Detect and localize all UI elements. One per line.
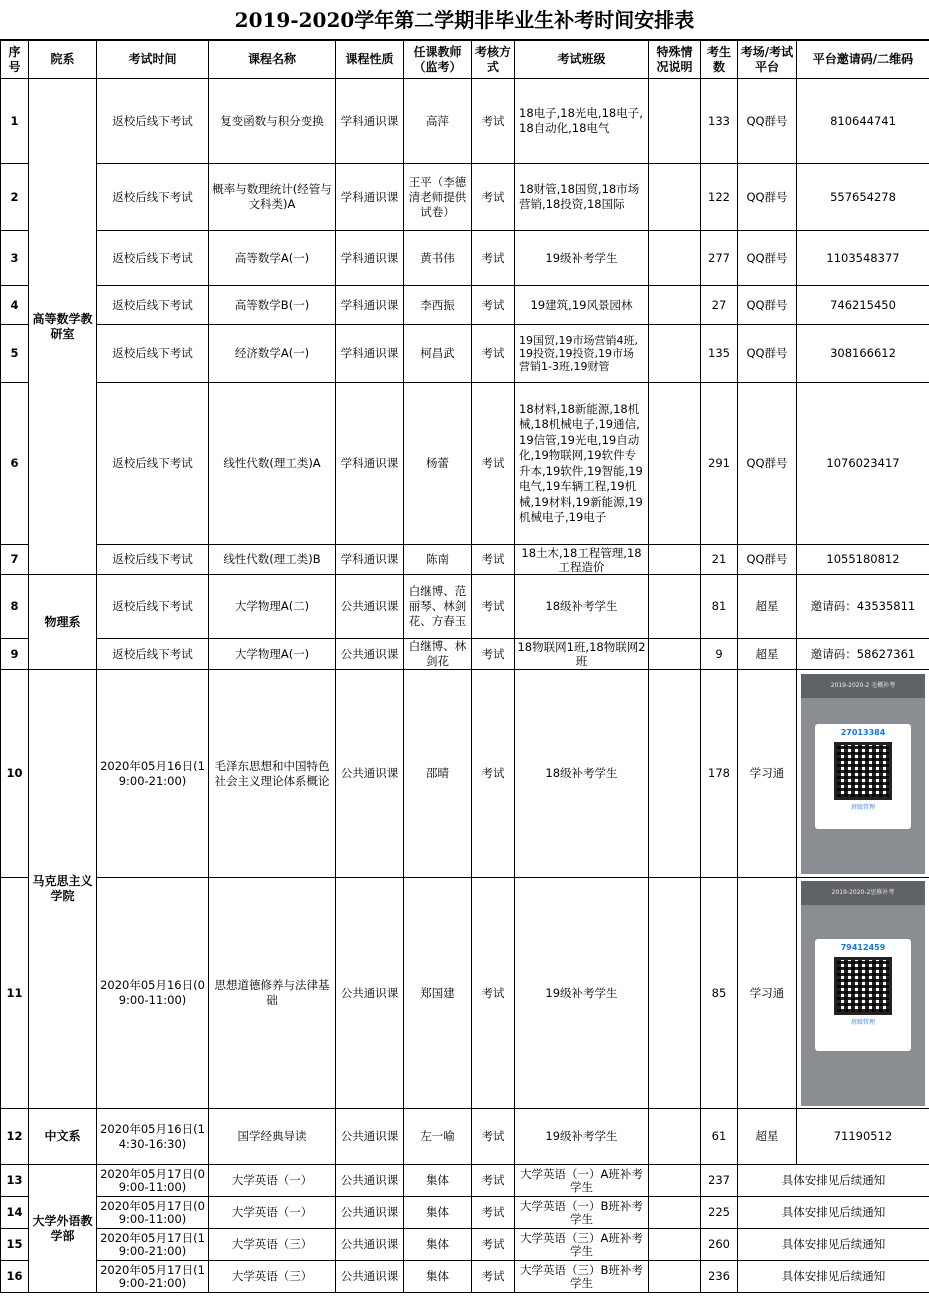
student-count: 236: [701, 1261, 738, 1293]
course-nature: 公共通识课: [336, 1109, 404, 1165]
table-row: [1, 1197, 929, 1229]
course-nature: 学科通识课: [336, 164, 404, 231]
header-cell: 考试时间: [97, 41, 209, 79]
header-cell: 院系: [29, 41, 97, 79]
invite-card: [815, 724, 911, 829]
exam-classes: 18电子,18光电,18电子,18自动化,18电气: [515, 79, 649, 164]
exam-platform: 学习通: [738, 670, 797, 878]
row-number: 3: [1, 231, 29, 286]
student-count: 277: [701, 231, 738, 286]
table-row: [1, 383, 929, 545]
invite-code-label: 79412459: [840, 942, 886, 952]
header-cell: 任课教师（监考）: [404, 41, 472, 79]
exam-platform: QQ群号: [738, 286, 797, 325]
exam-platform: QQ群号: [738, 383, 797, 545]
exam-classes: 19建筑,19风景园林: [515, 286, 649, 325]
row-number: 2: [1, 164, 29, 231]
invite-code[interactable]: 308166612: [797, 325, 929, 383]
row-number: 1: [1, 79, 29, 164]
header-cell: 特殊情况说明: [649, 41, 701, 79]
course-name: 国学经典导读: [209, 1109, 336, 1165]
exam-platform: QQ群号: [738, 164, 797, 231]
course-nature: 学科通识课: [336, 545, 404, 575]
course-nature: 学科通识课: [336, 79, 404, 164]
exam-time: 2020年05月16日(14:30-16:30): [97, 1109, 209, 1165]
student-count: 291: [701, 383, 738, 545]
qr-screenshot[interactable]: [801, 881, 925, 1106]
teacher: 集体: [404, 1229, 472, 1261]
exam-method: 考试: [472, 231, 515, 286]
merged-notice: 具体安排见后续通知: [738, 1261, 929, 1293]
special-note: [649, 325, 701, 383]
header-cell: 考场/考试平台: [738, 41, 797, 79]
course-name: 大学英语（一）: [209, 1197, 336, 1229]
invite-code[interactable]: 746215450: [797, 286, 929, 325]
exam-schedule-table: [0, 40, 929, 1293]
exam-method: 考试: [472, 639, 515, 670]
dept-physics: 物理系: [29, 575, 97, 670]
dept-marxism: 马克思主义学院: [29, 670, 97, 1109]
table-row: [1, 325, 929, 383]
exam-platform: QQ群号: [738, 545, 797, 575]
special-note: [649, 1229, 701, 1261]
teacher: 柯昌武: [404, 325, 472, 383]
teacher: 左一喻: [404, 1109, 472, 1165]
app-header: 2019-2020-2思修补考: [801, 881, 925, 905]
merged-notice: 具体安排见后续通知: [738, 1165, 929, 1197]
course-nature: 公共通识课: [336, 878, 404, 1109]
special-note: [649, 1197, 701, 1229]
exam-platform: 超星: [738, 575, 797, 639]
teacher: 集体: [404, 1261, 472, 1293]
header-cell: 平台邀请码/二维码: [797, 41, 929, 79]
row-number: 7: [1, 545, 29, 575]
teacher: 白继博、范丽琴、林剑花、方春玉: [404, 575, 472, 639]
exam-classes: 19级补考学生: [515, 231, 649, 286]
course-name: 毛泽东思想和中国特色社会主义理论体系概论: [209, 670, 336, 878]
qr-cell: [797, 878, 929, 1109]
exam-time: 返校后线下考试: [97, 545, 209, 575]
teacher: 邵晴: [404, 670, 472, 878]
student-count: 122: [701, 164, 738, 231]
student-count: 61: [701, 1109, 738, 1165]
invite-code[interactable]: 557654278: [797, 164, 929, 231]
course-name: 大学物理A(二): [209, 575, 336, 639]
exam-method: 考试: [472, 575, 515, 639]
special-note: [649, 164, 701, 231]
exam-time: 返校后线下考试: [97, 164, 209, 231]
invite-code-label: 27013384: [840, 727, 886, 737]
exam-platform: QQ群号: [738, 325, 797, 383]
teacher: 集体: [404, 1197, 472, 1229]
exam-time: 返校后线下考试: [97, 325, 209, 383]
row-number: 8: [1, 575, 29, 639]
special-note: [649, 79, 701, 164]
teacher: 集体: [404, 1165, 472, 1197]
student-count: 85: [701, 878, 738, 1109]
special-note: [649, 1165, 701, 1197]
invite-code[interactable]: 邀请码：58627361: [797, 639, 929, 670]
qr-screenshot[interactable]: [801, 674, 925, 874]
invite-card: [815, 939, 911, 1051]
qr-code-icon: [834, 742, 892, 800]
student-count: 133: [701, 79, 738, 164]
exam-classes: 19国贸,19市场营销4班,19投资,19投资,19市场营销1-3班,19财管: [515, 325, 649, 383]
exam-method: 考试: [472, 286, 515, 325]
invite-code[interactable]: 邀请码：43535811: [797, 575, 929, 639]
student-count: 9: [701, 639, 738, 670]
teacher: 杨蕾: [404, 383, 472, 545]
special-note: [649, 639, 701, 670]
dept-math: 高等数学教研室: [29, 79, 97, 575]
exam-method: 考试: [472, 325, 515, 383]
exam-classes: 19级补考学生: [515, 1109, 649, 1165]
student-count: 237: [701, 1165, 738, 1197]
exam-time: 2020年05月17日(09:00-11:00): [97, 1165, 209, 1197]
dept-english: 大学外语教学部: [29, 1165, 97, 1293]
special-note: [649, 383, 701, 545]
exam-classes: 19级补考学生: [515, 878, 649, 1109]
special-note: [649, 1261, 701, 1293]
qr-code-icon: [834, 957, 892, 1015]
exam-time: 2020年05月16日(09:00-11:00): [97, 878, 209, 1109]
exam-method: 考试: [472, 1261, 515, 1293]
teacher: 陈南: [404, 545, 472, 575]
row-number: 15: [1, 1229, 29, 1261]
course-nature: 学科通识课: [336, 325, 404, 383]
row-number: 6: [1, 383, 29, 545]
table-row: [1, 670, 929, 878]
dept-chinese: 中文系: [29, 1109, 97, 1165]
exam-time: 返校后线下考试: [97, 639, 209, 670]
merged-notice: 具体安排见后续通知: [738, 1229, 929, 1261]
class-manage-link[interactable]: 班级管理: [850, 803, 875, 811]
row-number: 5: [1, 325, 29, 383]
exam-classes: 大学英语（三）B班补考学生: [515, 1261, 649, 1293]
row-number: 12: [1, 1109, 29, 1165]
exam-classes: 18物联网1班,18物联网2班: [515, 639, 649, 670]
invite-code[interactable]: 71190512: [797, 1109, 929, 1165]
exam-classes: 18级补考学生: [515, 575, 649, 639]
table-row: [1, 575, 929, 639]
course-name: 大学物理A(一): [209, 639, 336, 670]
exam-time: 2020年05月17日(19:00-21:00): [97, 1229, 209, 1261]
course-nature: 公共通识课: [336, 1261, 404, 1293]
exam-method: 考试: [472, 545, 515, 575]
table-row: [1, 639, 929, 670]
student-count: 225: [701, 1197, 738, 1229]
course-nature: 公共通识课: [336, 1197, 404, 1229]
table-row: [1, 1165, 929, 1197]
special-note: [649, 878, 701, 1109]
table-row: [1, 545, 929, 575]
invite-code[interactable]: 1055180812: [797, 545, 929, 575]
invite-code[interactable]: 1076023417: [797, 383, 929, 545]
table-row: [1, 164, 929, 231]
course-name: 线性代数(理工类)B: [209, 545, 336, 575]
invite-code[interactable]: 810644741: [797, 79, 929, 164]
teacher: 白继博、林剑花: [404, 639, 472, 670]
exam-classes: 18土木,18工程管理,18工程造价: [515, 545, 649, 575]
exam-platform: 学习通: [738, 878, 797, 1109]
teacher: 王平（李德清老师提供试卷）: [404, 164, 472, 231]
exam-time: 2020年05月16日(19:00-21:00): [97, 670, 209, 878]
row-number: 14: [1, 1197, 29, 1229]
teacher: 高萍: [404, 79, 472, 164]
special-note: [649, 231, 701, 286]
exam-time: 返校后线下考试: [97, 383, 209, 545]
special-note: [649, 545, 701, 575]
invite-code[interactable]: 1103548377: [797, 231, 929, 286]
exam-method: 考试: [472, 1109, 515, 1165]
header-cell: 课程名称: [209, 41, 336, 79]
course-name: 大学英语（三）: [209, 1229, 336, 1261]
page-title: 2019-2020学年第二学期非毕业生补考时间安排表: [0, 0, 929, 40]
table-row: [1, 231, 929, 286]
teacher: 李西振: [404, 286, 472, 325]
exam-platform: 超星: [738, 1109, 797, 1165]
row-number: 4: [1, 286, 29, 325]
teacher: 郑国建: [404, 878, 472, 1109]
table-row: [1, 1261, 929, 1293]
course-name: 经济数学A(一): [209, 325, 336, 383]
student-count: 81: [701, 575, 738, 639]
student-count: 21: [701, 545, 738, 575]
header-cell: 考生数: [701, 41, 738, 79]
row-number: 11: [1, 878, 29, 1109]
exam-classes: 大学英语（一）B班补考学生: [515, 1197, 649, 1229]
table-row: [1, 878, 929, 1109]
exam-classes: 大学英语（三）A班补考学生: [515, 1229, 649, 1261]
course-name: 复变函数与积分变换: [209, 79, 336, 164]
course-nature: 公共通识课: [336, 1165, 404, 1197]
special-note: [649, 1109, 701, 1165]
merged-notice: 具体安排见后续通知: [738, 1197, 929, 1229]
course-name: 思想道德修养与法律基础: [209, 878, 336, 1109]
header-cell: 考核方式: [472, 41, 515, 79]
exam-method: 考试: [472, 79, 515, 164]
course-name: 大学英语（一）: [209, 1165, 336, 1197]
student-count: 178: [701, 670, 738, 878]
header-cell: 序号: [1, 41, 29, 79]
exam-time: 返校后线下考试: [97, 79, 209, 164]
table-row: [1, 79, 929, 164]
exam-classes: 大学英语（一）A班补考学生: [515, 1165, 649, 1197]
course-name: 高等数学B(一): [209, 286, 336, 325]
table-row: [1, 286, 929, 325]
header-cell: 课程性质: [336, 41, 404, 79]
student-count: 260: [701, 1229, 738, 1261]
row-number: 13: [1, 1165, 29, 1197]
course-nature: 公共通识课: [336, 1229, 404, 1261]
class-manage-link[interactable]: 班级管理: [850, 1018, 875, 1026]
app-header: 2019-2020-2 毛概补考: [801, 674, 925, 698]
qr-cell: [797, 670, 929, 878]
special-note: [649, 286, 701, 325]
table-row: [1, 1109, 929, 1165]
exam-method: 考试: [472, 1165, 515, 1197]
course-name: 大学英语（三）: [209, 1261, 336, 1293]
exam-platform: 超星: [738, 639, 797, 670]
exam-time: 返校后线下考试: [97, 286, 209, 325]
exam-method: 考试: [472, 878, 515, 1109]
header-row: [1, 41, 929, 79]
exam-platform: QQ群号: [738, 79, 797, 164]
exam-classes: 18材料,18新能源,18机械,18机械电子,19通信,19信管,19光电,19自动化,19物联网,19软件专升本,19软件,19智能,19电气,19车辆工程,19机械,19材料,19新能源,19机械电子,19电子: [515, 383, 649, 545]
special-note: [649, 670, 701, 878]
exam-method: 考试: [472, 670, 515, 878]
exam-time: 2020年05月17日(19:00-21:00): [97, 1261, 209, 1293]
exam-method: 考试: [472, 164, 515, 231]
table-row: [1, 1229, 929, 1261]
course-name: 概率与数理统计(经管与文科类)A: [209, 164, 336, 231]
course-nature: 学科通识课: [336, 383, 404, 545]
course-nature: 公共通识课: [336, 575, 404, 639]
course-nature: 公共通识课: [336, 670, 404, 878]
row-number: 10: [1, 670, 29, 878]
student-count: 135: [701, 325, 738, 383]
exam-platform: QQ群号: [738, 231, 797, 286]
exam-classes: 18财管,18国贸,18市场营销,18投资,18国际: [515, 164, 649, 231]
course-nature: 学科通识课: [336, 286, 404, 325]
exam-time: 返校后线下考试: [97, 231, 209, 286]
student-count: 27: [701, 286, 738, 325]
exam-method: 考试: [472, 1229, 515, 1261]
course-nature: 学科通识课: [336, 231, 404, 286]
row-number: 9: [1, 639, 29, 670]
row-number: 16: [1, 1261, 29, 1293]
exam-method: 考试: [472, 383, 515, 545]
course-name: 高等数学A(一): [209, 231, 336, 286]
teacher: 黄书伟: [404, 231, 472, 286]
header-cell: 考试班级: [515, 41, 649, 79]
course-name: 线性代数(理工类)A: [209, 383, 336, 545]
special-note: [649, 575, 701, 639]
exam-time: 返校后线下考试: [97, 575, 209, 639]
course-nature: 公共通识课: [336, 639, 404, 670]
exam-method: 考试: [472, 1197, 515, 1229]
exam-classes: 18级补考学生: [515, 670, 649, 878]
exam-time: 2020年05月17日(09:00-11:00): [97, 1197, 209, 1229]
